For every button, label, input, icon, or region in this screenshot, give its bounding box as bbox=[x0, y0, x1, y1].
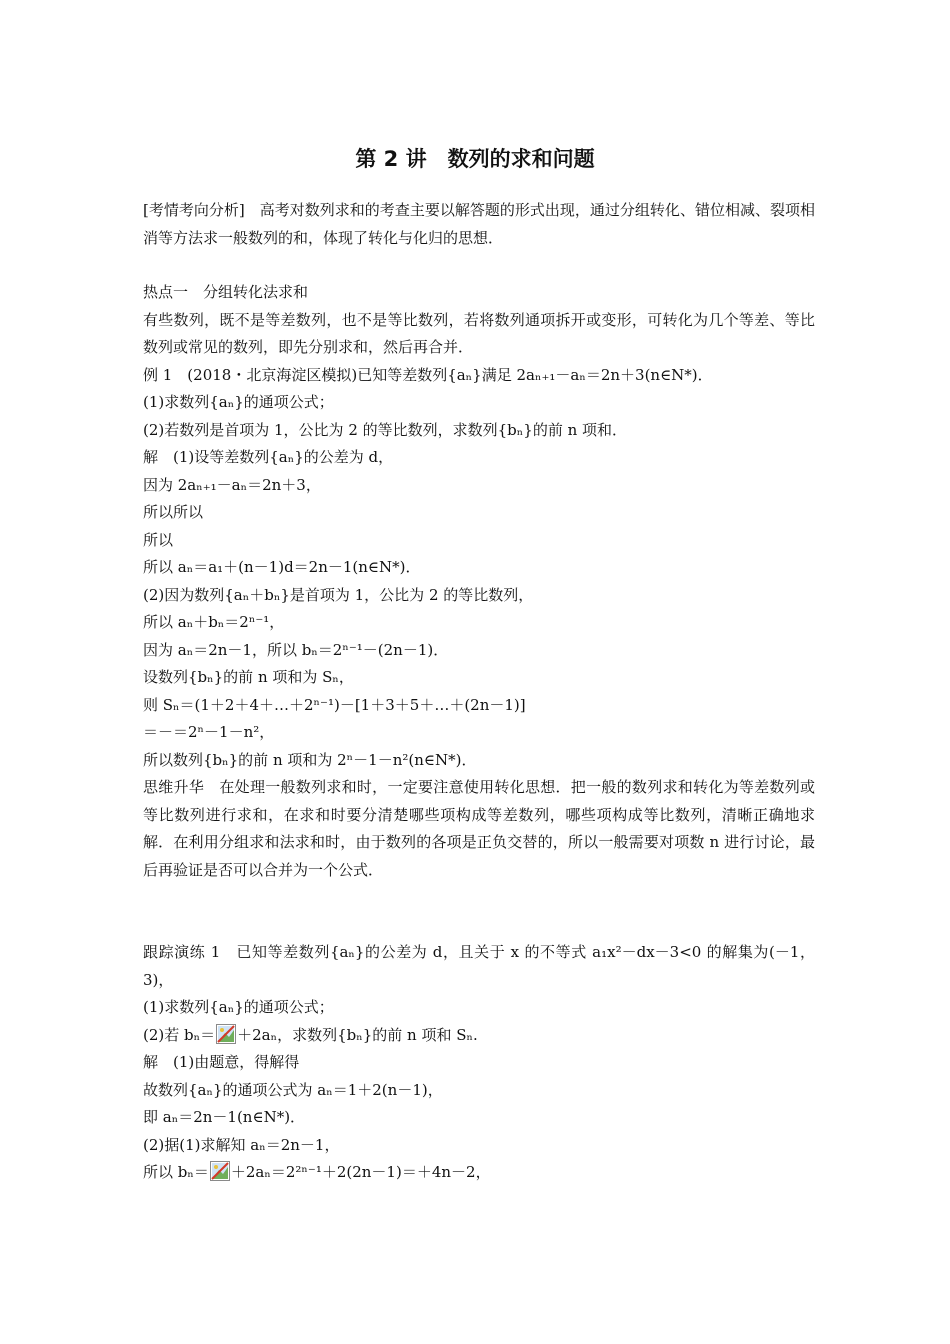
solution-line: 所以 aₙ＝a₁＋(n－1)d＝2n－1(n∈N*)． bbox=[143, 558, 421, 576]
practice-solution-line: (2)据(1)求解知 aₙ＝2n－1， bbox=[143, 1135, 340, 1154]
practice-question-1: (1)求数列{aₙ}的通项公式； bbox=[143, 998, 334, 1016]
solution-line: 所以 aₙ＋bₙ＝2ⁿ⁻¹， bbox=[143, 613, 285, 631]
solution-line: 解 (1)设等差数列{aₙ}的公差为 d， bbox=[143, 448, 394, 466]
practice-solution-line: 解 (1)由题意，得解得 bbox=[143, 1053, 300, 1071]
solution-line: 所以所以 bbox=[143, 503, 204, 521]
solution-line: 因为 aₙ＝2n－1，所以 bₙ＝2ⁿ⁻¹－(2n－1)． bbox=[143, 640, 449, 659]
page-title: 第 2 讲 数列的求和问题 bbox=[355, 147, 595, 171]
broken-image-icon bbox=[216, 1024, 236, 1044]
practice-solution-line: 即 aₙ＝2n－1(n∈N*)． bbox=[143, 1108, 306, 1126]
example-question-2: (2)若数列是首项为 1，公比为 2 的等比数列，求数列{bₙ}的前 n 项和． bbox=[143, 420, 628, 439]
solution-line: ＝－＝2ⁿ－1－n²， bbox=[143, 723, 275, 741]
solution-line: 因为 2aₙ₊₁－aₙ＝2n＋3， bbox=[143, 475, 321, 494]
practice-question-2 bbox=[143, 1022, 815, 1050]
solution-line: 则 Sₙ＝(1＋2＋4＋…＋2ⁿ⁻¹)－[1＋3＋5＋…＋(2n－1)] bbox=[143, 695, 526, 714]
thinking-paragraph: 思维升华 在处理一般数列求和时，一定要注意使用转化思想．把一般的数列求和转化为等差数列或等比数列进行求和，在求和时要分清楚哪些项构成等差数列，哪些项构成等比数列，清晰正确地求解．在利用分组求和法求和时，由于数列的各项是正负交替的，所以一般需要对项数 n 进行讨论，最后再验证是否可以合并为一个公式． bbox=[143, 778, 815, 879]
practice-stem: 跟踪演练 1 已知等差数列{aₙ}的公差为 d，且关于 x 的不等式 a₁x²－dx－3<0 的解集为(－1，3)， bbox=[143, 943, 815, 989]
practice-q2-suffix: ＋2aₙ，求数列{bₙ}的前 n 项和 Sₙ. bbox=[237, 1025, 478, 1044]
broken-image-icon bbox=[210, 1161, 230, 1181]
solution-line: (2)因为数列{aₙ＋bₙ}是首项为 1，公比为 2 的等比数列， bbox=[143, 585, 534, 604]
document-body bbox=[143, 197, 815, 1187]
section-description: 有些数列，既不是等差数列，也不是等比数列，若将数列通项拆开或变形，可转化为几个等差、等比数列或常见的数列，即先分别求和，然后再合并． bbox=[143, 310, 815, 356]
practice-q2-prefix: (2)若 bₙ＝ bbox=[143, 1025, 216, 1044]
practice-solution-line: 故数列{aₙ}的通项公式为 aₙ＝1＋2(n－1)， bbox=[143, 1080, 443, 1099]
practice-last-suffix: ＋2aₙ＝2²ⁿ⁻¹＋2(2n－1)＝＋4n－2， bbox=[230, 1163, 491, 1181]
intro-paragraph: [考情考向分析] 高考对数列求和的考查主要以解答题的形式出现，通过分组转化、错位相减、裂项相消等方法求一般数列的和，体现了转化与化归的思想． bbox=[143, 201, 815, 247]
practice-last-prefix: 所以 bₙ＝ bbox=[143, 1163, 209, 1181]
section-heading: 热点一 分组转化法求和 bbox=[143, 283, 309, 301]
solution-line: 设数列{bₙ}的前 n 项和为 Sₙ， bbox=[143, 668, 354, 686]
example-stem: 例 1 (2018・北京海淀区模拟)已知等差数列{aₙ}满足 2aₙ₊₁－aₙ＝2n＋3(n∈N*)． bbox=[143, 365, 713, 384]
example-question-1: (1)求数列{aₙ}的通项公式； bbox=[143, 393, 334, 411]
practice-solution-last bbox=[143, 1159, 815, 1187]
solution-line: 所以 bbox=[143, 530, 174, 549]
solution-line: 所以数列{bₙ}的前 n 项和为 2ⁿ－1－n²(n∈N*)． bbox=[143, 750, 477, 769]
